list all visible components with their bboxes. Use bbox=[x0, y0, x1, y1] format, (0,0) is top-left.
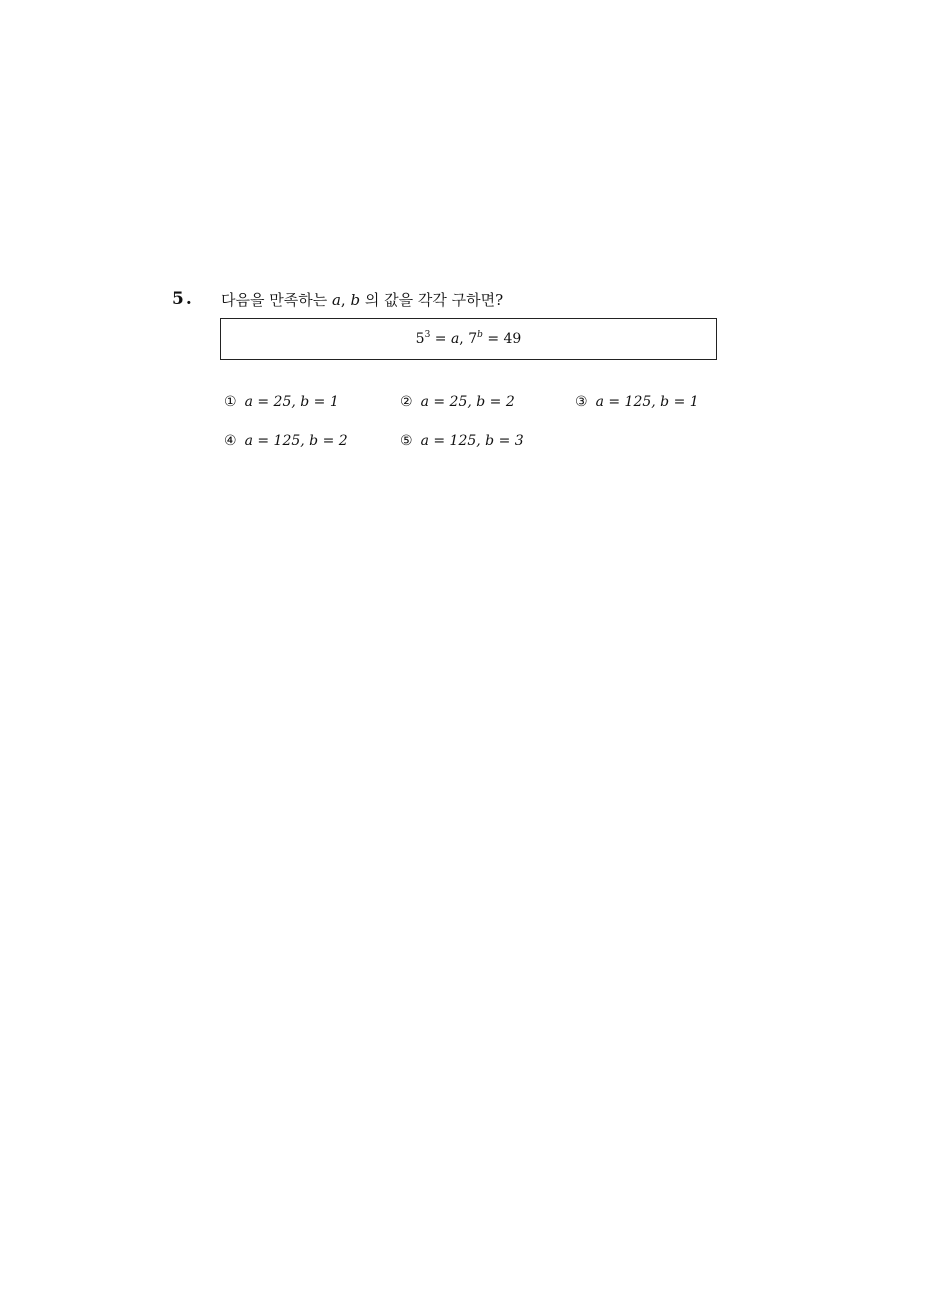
choice-text: a = 25, b = 2 bbox=[420, 394, 515, 410]
equals-sign: = bbox=[430, 331, 451, 347]
separator: , bbox=[459, 331, 469, 347]
choice-text: a = 125, b = 3 bbox=[420, 433, 524, 449]
question-number: 5. bbox=[172, 289, 194, 309]
choice-text: a = 125, b = 1 bbox=[595, 394, 699, 410]
choice-marker: ① bbox=[224, 394, 237, 410]
choice-text: a = 25, b = 1 bbox=[244, 394, 339, 410]
choice-5[interactable] bbox=[400, 433, 524, 449]
base-7: 7 bbox=[468, 331, 478, 347]
choice-marker: ④ bbox=[224, 433, 237, 449]
comma: , bbox=[340, 291, 351, 309]
question-text-suffix: 의 값을 각각 구하면? bbox=[360, 291, 504, 309]
choice-1[interactable] bbox=[224, 394, 339, 410]
equals-49: = 49 bbox=[482, 331, 522, 347]
choice-3[interactable] bbox=[575, 394, 699, 410]
choice-marker: ② bbox=[400, 394, 413, 410]
question-text bbox=[221, 289, 503, 310]
variable-a: a bbox=[331, 291, 341, 309]
choice-marker: ⑤ bbox=[400, 433, 413, 449]
base-5: 5 bbox=[415, 331, 425, 347]
condition-equation bbox=[416, 331, 522, 347]
exponent-3: 3 bbox=[424, 330, 431, 340]
choice-4[interactable] bbox=[224, 433, 348, 449]
variable-b: b bbox=[350, 291, 361, 309]
choice-2[interactable] bbox=[400, 394, 515, 410]
variable-a: a bbox=[450, 331, 460, 347]
question-text-prefix: 다음을 만족하는 bbox=[221, 291, 332, 309]
choice-marker: ③ bbox=[575, 394, 588, 410]
condition-box bbox=[220, 318, 717, 360]
exponent-b: b bbox=[477, 330, 483, 340]
choice-text: a = 125, b = 2 bbox=[244, 433, 348, 449]
